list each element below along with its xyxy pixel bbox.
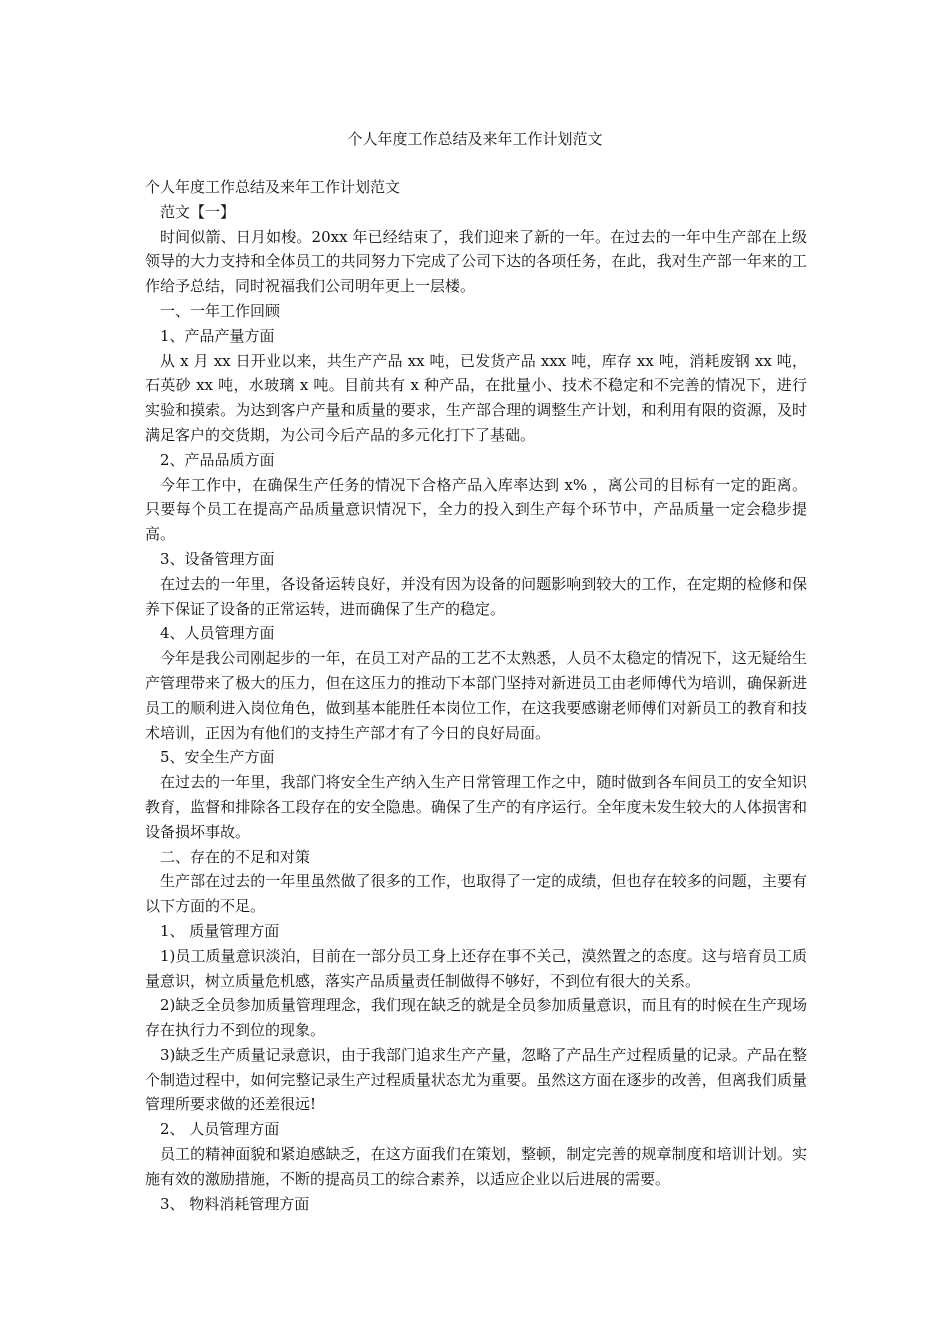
paragraph: 2、产品品质方面 xyxy=(160,450,275,469)
paragraph: 员工的精神面貌和紧迫感缺乏，在这方面我们在策划，整顿，制定完善的规章制度和培训计划。实施有效的激励措施，不断的提高员工的综合素养，以适应企业以后进展的需要。 xyxy=(145,1145,807,1188)
paragraph: 一、一年工作回顾 xyxy=(160,301,281,320)
paragraph: 3)缺乏生产质量记录意识，由于我部门追求生产产量，忽略了产品生产过程质量的记录。产品在整个制造过程中，如何完整记录生产过程质量状态尤为重要。虽然这方面在逐步的改善，但离我们质量管理所要求做的还差很远! xyxy=(145,1045,807,1114)
paragraph: 范文【一】 xyxy=(160,202,236,221)
paragraph: 生产部在过去的一年里虽然做了很多的工作，也取得了一定的成绩，但也存在较多的问题，主要有以下方面的不足。 xyxy=(145,872,807,916)
paragraph: 5、安全生产方面 xyxy=(160,748,275,767)
paragraph: 2)缺乏全员参加质量管理理念，我们现在缺乏的就是全员参加质量意识，而且有的时候在生产现场存在执行力不到位的现象。 xyxy=(145,996,807,1040)
paragraph: 从 x 月 xx 日开业以来，共生产产品 xx 吨，已发货产品 xxx 吨，库存 xx 吨，消耗废钢 xx 吨，石英砂 xx 吨，水玻璃 x 吨。目前共有 x 种产品，在批量小、技术不稳定和不完善的情况下，进行实验和摸索。为达到客户产量和质量的要求，生产部合理的调整生产计划，和利用有限的资源，及时满足客户的交货期，为公司今后产品的多元化打下了基础。 xyxy=(145,351,807,444)
paragraph: 1)员工质量意识淡泊，目前在一部分员工身上还存在事不关己，漠然置之的态度。这与培育员工质量意识，树立质量危机感，落实产品质量责任制做得不够好，不到位有很大的关系。 xyxy=(145,946,807,990)
paragraph: 2、 人员管理方面 xyxy=(160,1120,280,1139)
paragraph: 4、人员管理方面 xyxy=(160,624,275,643)
paragraph: 1、 质量管理方面 xyxy=(160,921,280,940)
paragraph: 3、 物料消耗管理方面 xyxy=(160,1194,310,1213)
paragraph: 今年工作中，在确保生产任务的情况下合格产品入库率达到 x% ，离公司的目标有一定的距离。只要每个员工在提高产品质量意识情况下，全力的投入到生产每个环节中，产品质量一定会稳步提高。 xyxy=(145,475,807,544)
paragraph: 在过去的一年里，各设备运转良好，并没有因为设备的问题影响到较大的工作，在定期的检修和保养下保证了设备的正常运转，进而确保了生产的稳定。 xyxy=(145,574,807,618)
document-body xyxy=(145,175,807,1216)
paragraph: 时间似箭、日月如梭。20xx 年已经结束了，我们迎来了新的一年。在过去的一年中生产部在上级领导的大力支持和全体员工的共同努力下完成了公司下达的各项任务，在此，我对生产部一年来的工作给予总结，同时祝福我们公司明年更上一层楼。 xyxy=(145,227,807,296)
paragraph: 3、设备管理方面 xyxy=(160,549,275,568)
paragraph: 个人年度工作总结及来年工作计划范文 xyxy=(145,178,401,196)
paragraph: 二、存在的不足和对策 xyxy=(160,847,311,866)
paragraph: 今年是我公司刚起步的一年，在员工对产品的工艺不太熟悉，人员不太稳定的情况下，这无疑给生产管理带来了极大的压力，但在这压力的推动下本部门坚持对新进员工由老师傅代为培训，确保新进员工的顺利进入岗位角色，做到基本能胜任本岗位工作，在这我要感谢老师傅们对新员工的教育和技术培训，正因为有他们的支持生产部才有了今日的良好局面。 xyxy=(145,649,807,742)
paragraph: 在过去的一年里，我部门将安全生产纳入生产日常管理工作之中，随时做到各车间员工的安全知识教育，监督和排除各工段存在的安全隐患。确保了生产的有序运行。全年度未发生较大的人体损害和设备损坏事故。 xyxy=(145,773,807,841)
document-title: 个人年度工作总结及来年工作计划范文 xyxy=(347,130,603,148)
paragraph: 1、产品产量方面 xyxy=(160,326,275,345)
